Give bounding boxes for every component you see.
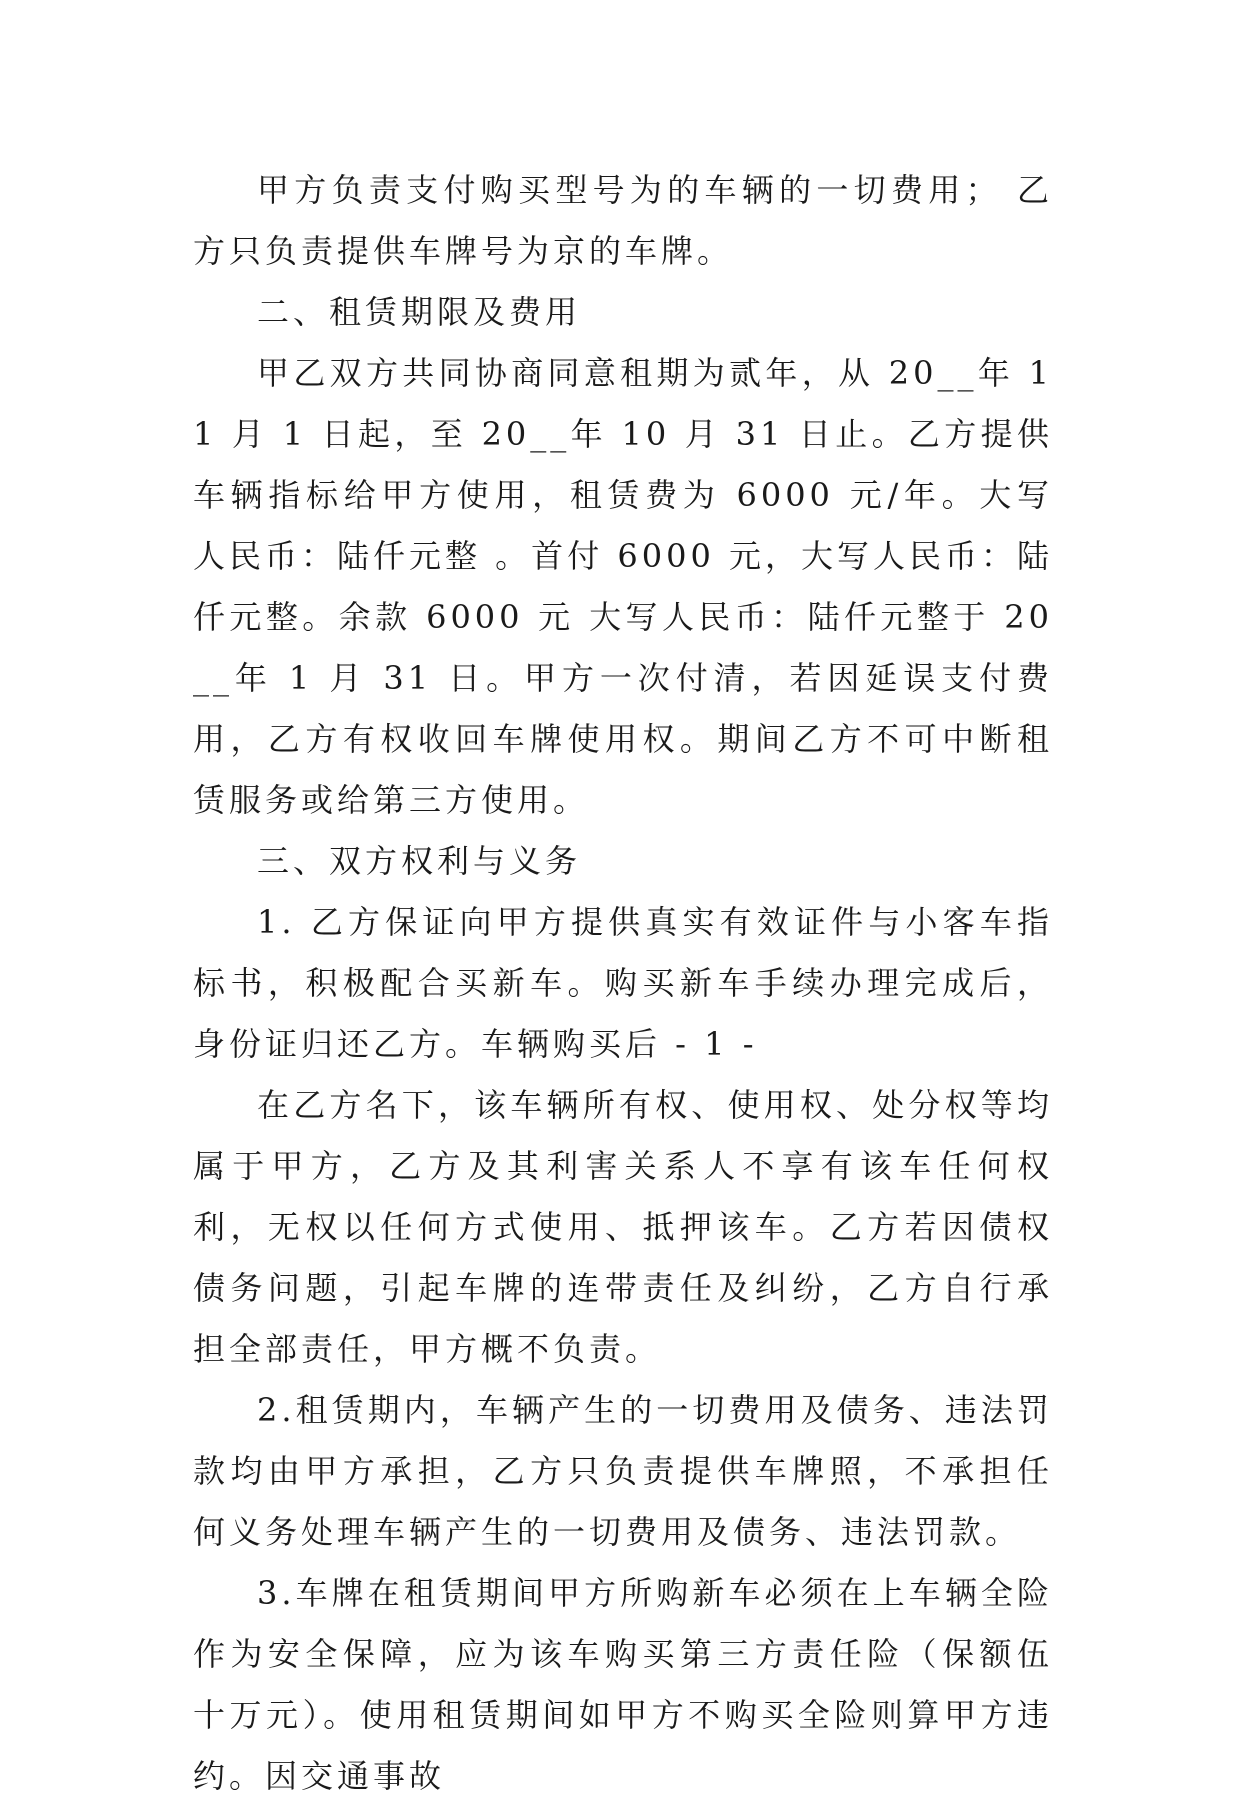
paragraph-clause-2: 2.租赁期内，车辆产生的一切费用及债务、违法罚款均由甲方承担，乙方只负责提供车牌照，不承担任何义务处理车辆产生的一切费用及债务、违法罚款。 (193, 1391, 1053, 1551)
paragraph-clause-1: 1. 乙方保证向甲方提供真实有效证件与小客车指标书，积极配合买新车。购买新车手续办理完成后，身份证归还乙方。车辆购买后 - 1 - (193, 903, 1053, 1063)
paragraph-clause-3: 3.车牌在租赁期间甲方所购新车必须在上车辆全险作为安全保障，应为该车购买第三方责任险（保额伍十万元）。使用租赁期间如甲方不购买全险则算甲方违约。因交通事故 (193, 1574, 1053, 1795)
paragraph-payment-responsibility: 甲方负责支付购买型号为的车辆的一切费用； 乙方只负责提供车牌号为京的车牌。 (193, 171, 1053, 270)
paragraph-lease-term-fees: 甲乙双方共同协商同意租期为贰年，从 20__年 11 月 1 日起，至 20__年 10 月 31 日止。乙方提供车辆指标给甲方使用，租赁费为 6000 元/年。大写人民币：陆仟元整 。首付 6000 元，大写人民币：陆仟元整。余款 6000 元 大写人民币：陆仟元整于 20__年 1 月 31 日。甲方一次付清，若因延误支付费用，乙方有权收回车牌使用权。期间乙方不可中断租赁服务或给第三方使用。 (193, 354, 1053, 819)
document-body (193, 160, 1053, 1807)
paragraph-ownership: 在乙方名下，该车辆所有权、使用权、处分权等均属于甲方，乙方及其利害关系人不享有该车任何权利，无权以任何方式使用、抵押该车。乙方若因债权债务问题，引起车牌的连带责任及纠纷，乙方自行承担全部责任，甲方概不负责。 (193, 1086, 1053, 1368)
section-heading-lease-term: 二、租赁期限及费用 (257, 293, 582, 331)
section-heading-rights-obligations: 三、双方权利与义务 (257, 842, 582, 880)
